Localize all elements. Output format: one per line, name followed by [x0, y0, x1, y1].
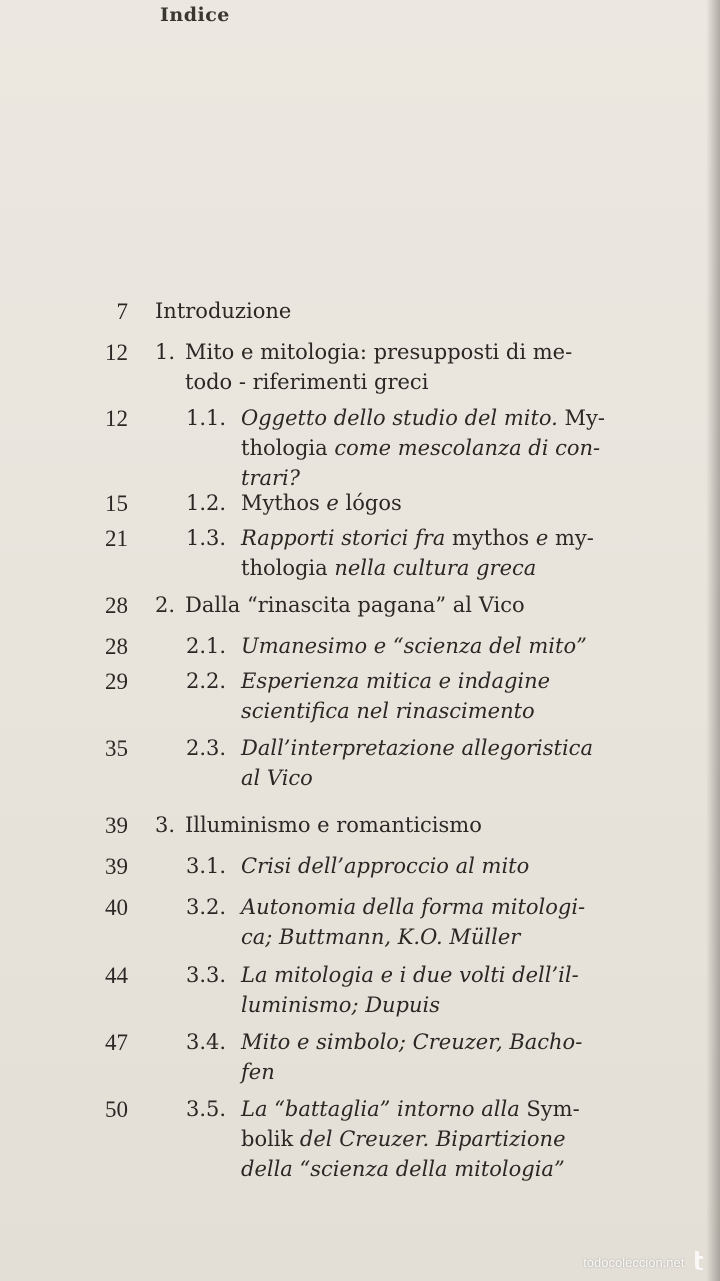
page-heading: Indice — [160, 4, 230, 26]
section-number: 3.1. — [186, 854, 227, 878]
page-number: 39 — [105, 813, 128, 838]
section-number: 3. — [155, 813, 176, 837]
entry-title-line — [241, 1126, 566, 1153]
entry-title-segment: lógos — [345, 491, 402, 515]
entry-title-segment: mythos — [445, 526, 530, 550]
entry-title-line — [241, 668, 550, 695]
entry-title-line — [241, 465, 300, 492]
entry-title-segment: Rapporti storici fra — [241, 526, 446, 550]
page-number: 28 — [105, 634, 128, 659]
entry-title-segment: Umanesimo e “scienza del mito” — [241, 634, 587, 658]
entry-title-line — [241, 853, 529, 880]
section-number: 2.2. — [186, 669, 227, 693]
entry-title-segment: La “battaglia” intorno alla — [241, 1097, 520, 1121]
section-number: 3.2. — [186, 895, 227, 919]
entry-title-segment: Sym- — [519, 1097, 580, 1121]
entry-title-segment: my- — [554, 526, 594, 550]
entry-title-segment: luminismo; Dupuis — [241, 993, 441, 1017]
entry-title-segment: todo - riferimenti greci — [185, 370, 429, 394]
entry-title-line — [241, 1156, 565, 1183]
entry-title-segment: Mito e mitologia: presupposti di me- — [185, 340, 573, 364]
entry-title-line — [241, 698, 535, 725]
entry-title-segment: scientifica nel rinascimento — [241, 699, 535, 723]
entry-title-segment: della “scienza della mitologia” — [241, 1157, 565, 1181]
entry-title-line — [241, 1029, 582, 1056]
page-number: 29 — [105, 669, 128, 694]
page-number: 50 — [105, 1097, 128, 1122]
entry-title-line — [185, 339, 572, 366]
entry-title-line — [241, 1059, 275, 1086]
entry-title-segment: fen — [241, 1060, 275, 1084]
entry-title-line — [185, 812, 482, 839]
section-number: 1.3. — [186, 526, 227, 550]
entry-title-segment: Crisi dell’approccio al mito — [241, 854, 530, 878]
page-number: 12 — [105, 406, 128, 431]
todocoleccion-logo-icon — [692, 1249, 706, 1271]
entry-title-segment: come mescolanza di con- — [327, 436, 601, 460]
entry-title-segment: Esperienza mitica e indagine — [241, 669, 551, 693]
entry-title-segment: Mito e simbolo; Creuzer, Bacho- — [241, 1030, 583, 1054]
entry-title-line — [241, 962, 579, 989]
entry-title-segment: Dall’interpretazione allegoristica — [241, 736, 593, 760]
section-number: 1.2. — [186, 491, 227, 515]
entry-title-segment: thologia — [241, 436, 328, 460]
entry-title-segment: Dalla “rinascita pagana” al Vico — [185, 593, 525, 617]
entry-title-segment: ca; Buttmann, K.O. Müller — [241, 925, 521, 949]
page-number: 35 — [105, 736, 128, 761]
entry-title-line — [241, 1096, 580, 1123]
entry-title-line — [241, 435, 600, 462]
entry-title-line — [241, 924, 520, 951]
page-number: 15 — [105, 491, 128, 516]
entry-title-line — [241, 490, 402, 517]
section-number: 1.1. — [186, 406, 227, 430]
watermark-text: todocoleccion.net — [583, 1255, 685, 1270]
section-number: 1. — [155, 340, 176, 364]
entry-title-line — [241, 894, 585, 921]
entry-title-line — [241, 735, 593, 762]
entry-title-line — [241, 555, 536, 582]
page-number: 40 — [105, 895, 128, 920]
entry-title-segment: al Vico — [241, 766, 313, 790]
entry-title-segment: e — [529, 526, 555, 550]
page-edge-shadow — [706, 0, 720, 1281]
entry-title-segment: Mythos — [241, 491, 320, 515]
entry-title-segment: trari? — [241, 466, 301, 490]
entry-title-line — [241, 405, 605, 432]
watermark — [583, 1249, 706, 1271]
entry-title-line — [241, 992, 440, 1019]
entry-title-segment: Oggetto dello studio del mito. — [241, 406, 558, 430]
page-number: 12 — [105, 340, 128, 365]
entry-title-segment: bolik — [241, 1127, 294, 1151]
entry-title-segment: Autonomia della forma mitologi- — [241, 895, 586, 919]
entry-title-line — [185, 369, 428, 396]
section-number: 2.1. — [186, 634, 227, 658]
entry-title-segment: Introduzione — [155, 299, 292, 323]
entry-title-segment: thologia — [241, 556, 328, 580]
entry-title-segment: Illuminismo e romanticismo — [185, 813, 482, 837]
page-number: 28 — [105, 593, 128, 618]
entry-title-line — [241, 633, 587, 660]
page-number: 7 — [116, 299, 128, 324]
section-number: 2.3. — [186, 736, 227, 760]
page-number: 47 — [105, 1030, 128, 1055]
section-number: 3.3. — [186, 963, 227, 987]
page-number: 21 — [105, 526, 128, 551]
page-number: 44 — [105, 963, 128, 988]
entry-title-segment: del Creuzer. Bipartizione — [293, 1127, 566, 1151]
page-number: 39 — [105, 854, 128, 879]
entry-title-segment: nella cultura greca — [327, 556, 537, 580]
section-number: 3.4. — [186, 1030, 227, 1054]
section-number: 2. — [155, 593, 176, 617]
entry-title-line — [185, 592, 525, 619]
entry-title-line — [241, 765, 313, 792]
entry-title-line — [155, 298, 291, 325]
entry-title-segment: La mitologia e i due volti dell’il- — [241, 963, 579, 987]
section-number: 3.5. — [186, 1097, 227, 1121]
entry-title-segment: e — [319, 491, 346, 515]
entry-title-line — [241, 525, 594, 552]
entry-title-segment: My- — [557, 406, 605, 430]
